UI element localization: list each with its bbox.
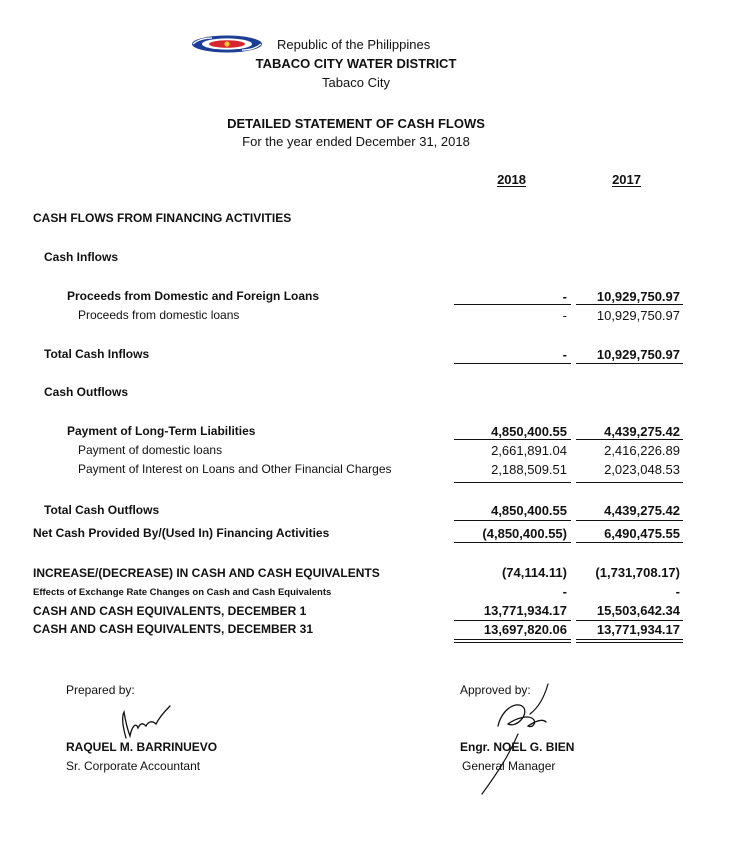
column-header-2017: 2017 bbox=[612, 172, 641, 187]
outflows-item2-2018: 2,188,509.51 bbox=[491, 462, 567, 477]
outflows-item2-label: Payment of Interest on Loans and Other Financial Charges bbox=[78, 462, 392, 476]
cash-dec31-label: CASH AND CASH EQUIVALENTS, DECEMBER 31 bbox=[33, 622, 314, 636]
inflows-group-2017: 10,929,750.97 bbox=[596, 289, 680, 304]
cash-dec1-2018: 13,771,934.17 bbox=[483, 603, 567, 618]
inflows-heading: Cash Inflows bbox=[44, 250, 119, 264]
rule-dec31-2017-double bbox=[576, 642, 683, 643]
outflows-item1-2017: 2,416,226.89 bbox=[604, 443, 680, 458]
outflows-total-label: Total Cash Outflows bbox=[44, 503, 160, 517]
approved-signature-icon bbox=[472, 678, 568, 798]
rule-dec1-2017 bbox=[576, 620, 683, 621]
prepared-by-title: Sr. Corporate Accountant bbox=[66, 759, 201, 773]
rule-dec31-2018-double bbox=[454, 642, 571, 643]
outflows-heading: Cash Outflows bbox=[44, 385, 129, 399]
rule-outflows-items-2017 bbox=[576, 482, 683, 483]
fx-effects-2017: - bbox=[675, 584, 680, 599]
outflows-item1-2018: 2,661,891.04 bbox=[491, 443, 567, 458]
cash-dec1-2017: 15,503,642.34 bbox=[596, 603, 680, 618]
outflows-group-label: Payment of Long-Term Liabilities bbox=[67, 424, 256, 438]
rule-outflows-items-2018 bbox=[454, 482, 571, 483]
tcwd-logo-icon bbox=[190, 34, 264, 54]
rule-net-2018 bbox=[454, 542, 571, 543]
outflows-item1-label: Payment of domestic loans bbox=[78, 443, 223, 457]
rule-inflows-total-2018 bbox=[454, 363, 571, 364]
column-header-2018: 2018 bbox=[497, 172, 526, 187]
rule-inflows-total-2017 bbox=[576, 363, 683, 364]
rule-inflows-group-2018 bbox=[454, 304, 571, 305]
inflows-group-label: Proceeds from Domestic and Foreign Loans bbox=[67, 289, 320, 303]
outflows-total-2017: 4,439,275.42 bbox=[604, 503, 680, 518]
rule-net-2017 bbox=[576, 542, 683, 543]
increase-decrease-2017: (1,731,708.17) bbox=[595, 565, 680, 580]
fx-effects-label: Effects of Exchange Rate Changes on Cash and Cash Equivalents bbox=[33, 587, 332, 598]
header-district: TABACO CITY WATER DISTRICT bbox=[255, 56, 457, 71]
header-republic: Republic of the Philippines bbox=[277, 37, 431, 52]
outflows-group-2018: 4,850,400.55 bbox=[491, 424, 567, 439]
increase-decrease-label: INCREASE/(DECREASE) IN CASH AND CASH EQUIVALENTS bbox=[33, 566, 380, 580]
approved-by-name: Engr. NOEL G. BIEN bbox=[460, 740, 575, 754]
rule-outflows-group-2017 bbox=[576, 439, 683, 440]
net-financing-label: Net Cash Provided By/(Used In) Financing Activities bbox=[33, 526, 330, 540]
prepared-by-caption: Prepared by: bbox=[66, 683, 135, 697]
section-financing: CASH FLOWS FROM FINANCING ACTIVITIES bbox=[33, 211, 292, 225]
rule-inflows-group-2017 bbox=[576, 304, 683, 305]
outflows-total-2018: 4,850,400.55 bbox=[491, 503, 567, 518]
inflows-item-2018: - bbox=[562, 308, 567, 323]
inflows-item-label: Proceeds from domestic loans bbox=[78, 308, 240, 322]
outflows-item2-2017: 2,023,048.53 bbox=[604, 462, 680, 477]
approved-by-caption: Approved by: bbox=[460, 683, 531, 697]
rule-outflows-total-2018 bbox=[454, 520, 571, 521]
inflows-total-label: Total Cash Inflows bbox=[44, 347, 150, 361]
outflows-group-2017: 4,439,275.42 bbox=[604, 424, 680, 439]
rule-dec1-2018 bbox=[454, 620, 571, 621]
cash-dec31-2017: 13,771,934.17 bbox=[596, 622, 680, 637]
approved-by-title: General Manager bbox=[462, 759, 556, 773]
rule-dec31-2018-top bbox=[454, 639, 571, 640]
inflows-total-2017: 10,929,750.97 bbox=[596, 347, 680, 362]
net-financing-2018: (4,850,400.55) bbox=[482, 526, 567, 541]
rule-dec31-2017-top bbox=[576, 639, 683, 640]
net-financing-2017: 6,490,475.55 bbox=[604, 526, 680, 541]
prepared-by-name: RAQUEL M. BARRINUEVO bbox=[66, 740, 218, 754]
statement-period: For the year ended December 31, 2018 bbox=[242, 134, 470, 149]
prepared-signature-icon bbox=[112, 704, 176, 744]
inflows-group-2018: - bbox=[562, 289, 567, 304]
increase-decrease-2018: (74,114.11) bbox=[501, 565, 567, 580]
inflows-total-2018: - bbox=[562, 347, 567, 362]
rule-outflows-total-2017 bbox=[576, 520, 683, 521]
rule-outflows-group-2018 bbox=[454, 439, 571, 440]
header-city: Tabaco City bbox=[322, 75, 390, 90]
statement-title: DETAILED STATEMENT OF CASH FLOWS bbox=[227, 116, 485, 131]
inflows-item-2017: 10,929,750.97 bbox=[596, 308, 680, 323]
cash-dec1-label: CASH AND CASH EQUIVALENTS, DECEMBER 1 bbox=[33, 604, 307, 618]
cash-dec31-2018: 13,697,820.06 bbox=[483, 622, 567, 637]
fx-effects-2018: - bbox=[562, 584, 567, 599]
